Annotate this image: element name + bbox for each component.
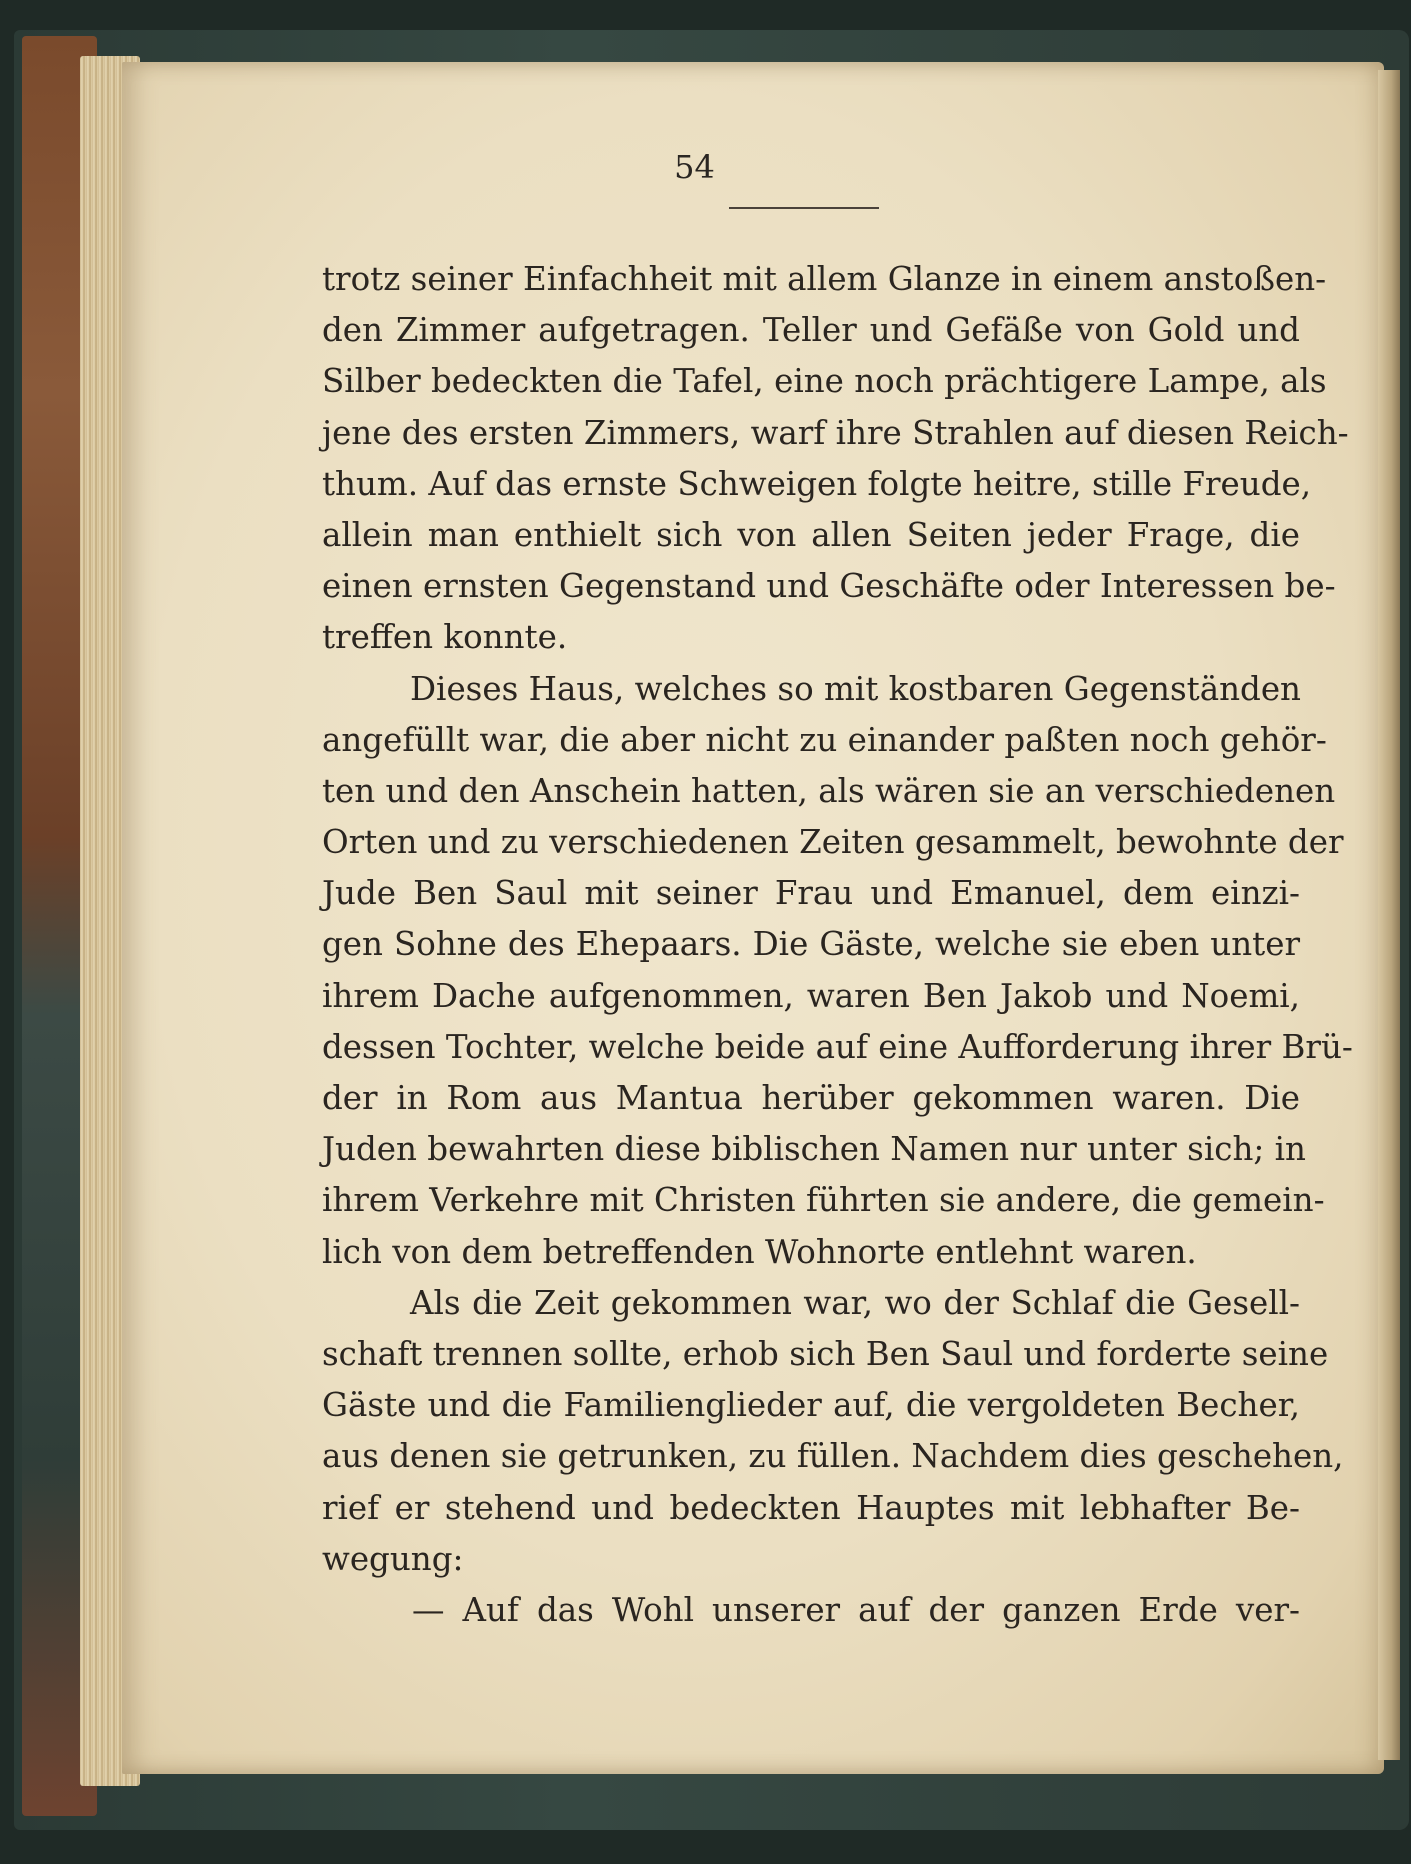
body-text [322, 254, 1353, 1636]
text-line: Orten und zu verschiedenen Zeiten gesammelt, bewohnte der [322, 823, 1344, 862]
text-line: thum. Auf das ernste Schweigen folgte heitre, stille Freude, [322, 464, 1312, 503]
text-line: den Zimmer aufgetragen. Teller und Gefäße von Gold und [322, 311, 1300, 350]
page-number [0, 148, 1411, 186]
text-line: Juden bewahrten diese biblischen Namen nur unter sich; in [322, 1130, 1306, 1169]
text-line: gen Sohne des Ehepaars. Die Gäste, welche sie eben unter [322, 925, 1300, 964]
text-line: angefüllt war, die aber nicht zu einander paßten noch gehör- [322, 720, 1327, 759]
text-line: ihrem Dache aufgenommen, waren Ben Jakob und Noemi, [322, 976, 1300, 1015]
page-edges-right [1378, 70, 1400, 1760]
text-line: treffen konnte. [322, 618, 568, 657]
text-line: lich von dem betreffenden Wohnorte entlehnt waren. [322, 1232, 1197, 1271]
text-line: aus denen sie getrunken, zu füllen. Nachdem dies geschehen, [322, 1437, 1344, 1476]
text-line: ten und den Anschein hatten, als wären sie an verschiedenen [322, 771, 1336, 810]
text-line: einen ernsten Gegenstand und Geschäfte oder Interessen be- [322, 567, 1336, 606]
text-line: dessen Tochter, welche beide auf eine Aufforderung ihrer Brü- [322, 1027, 1353, 1066]
text-line: allein man enthielt sich von allen Seiten jeder Frage, die [322, 515, 1300, 554]
text-line: — Auf das Wohl unserer auf der ganzen Erde ver- [412, 1590, 1300, 1629]
text-line: Silber bedeckten die Tafel, eine noch prächtigere Lampe, als [322, 362, 1327, 401]
text-line: Jude Ben Saul mit seiner Frau und Emanuel, dem einzi- [322, 874, 1300, 913]
text-line: schaft trennen sollte, erhob sich Ben Saul und forderte seine [322, 1334, 1329, 1373]
text-line: Gäste und die Familienglieder auf, die vergoldeten Becher, [322, 1386, 1300, 1425]
text-line: rief er stehend und bedeckten Hauptes mit lebhafter Be- [322, 1488, 1300, 1527]
page-number-text: 54 [674, 148, 715, 186]
text-line: Dieses Haus, welches so mit kostbaren Gegenständen [410, 669, 1301, 708]
text-line: der in Rom aus Mantua herüber gekommen waren. Die [322, 1079, 1300, 1117]
text-line: Als die Zeit gekommen war, wo der Schlaf die Gesell- [410, 1283, 1300, 1322]
text-line: ihrem Verkehre mit Christen führten sie andere, die gemein- [322, 1181, 1325, 1220]
text-line: jene des ersten Zimmers, warf ihre Strahlen auf diesen Reich- [322, 413, 1349, 452]
text-line: trotz seiner Einfachheit mit allem Glanze in einem anstoßen- [322, 260, 1327, 298]
header-rule [729, 207, 879, 209]
text-line: wegung: [322, 1539, 464, 1578]
